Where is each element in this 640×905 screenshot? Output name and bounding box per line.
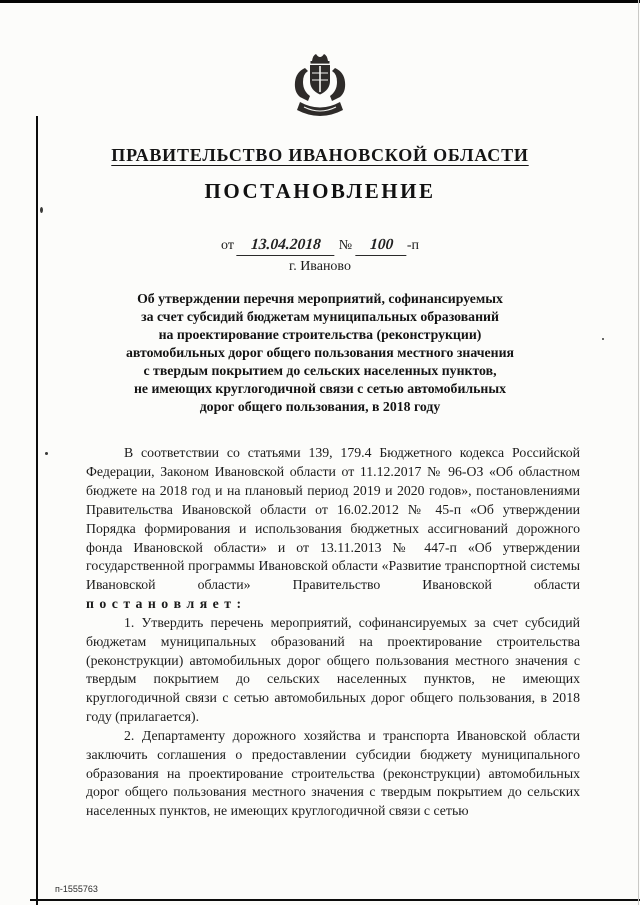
scan-speck — [45, 452, 48, 455]
scan-speck — [602, 338, 604, 340]
date-value: 13.04.2018 — [237, 236, 336, 256]
scan-edge-right — [638, 0, 639, 905]
doc-title-line: дорог общего пользования, в 2018 году — [199, 398, 441, 414]
number-value: 100 — [355, 236, 408, 256]
scan-edge-bottom — [30, 899, 640, 901]
doc-title-line: не имеющих круглогодичной связи с сетью автомобильных — [133, 380, 507, 396]
body-paragraph: 2. Департаменту дорожного хозяйства и транспорта Ивановской области заключить соглашения о предоставлении субсидии бюджету муниципального образования на проектирование строительства (реконструкции) автомобильных дорог общего пользования местного значения с твердым покрытием до сельских населенных пунктов, не имеющих круглогодичной связи с сетью — [86, 727, 580, 819]
doc-type: ПОСТАНОВЛЕНИЕ — [204, 179, 436, 203]
city-line: г. Иваново — [289, 259, 351, 274]
scan-speck — [40, 207, 43, 213]
scan-edge-top — [0, 0, 640, 3]
date-line — [0, 236, 640, 256]
footer-code: п-1555763 — [55, 884, 98, 894]
number-sign: № — [338, 238, 353, 253]
doc-title-line: Об утверждении перечня мероприятий, софинансируемых — [137, 291, 503, 306]
scan-edge-left — [36, 116, 38, 905]
doc-title-line: автомобильных дорог общего пользования местного значения — [125, 344, 514, 360]
doc-title-line: с твердым покрытием до сельских населенных пунктов, — [143, 362, 497, 378]
doc-title — [0, 290, 640, 415]
org-name: ПРАВИТЕЛЬСТВО ИВАНОВСКОЙ ОБЛАСТИ — [111, 145, 529, 165]
body-paragraph: 1. Утвердить перечень мероприятий, софинансируемых за счет субсидий бюджетам муниципальных образований на проектирование строительства (реконструкции) автомобильных дорог общего пользования местного значения с твердым покрытием до сельских населенных пунктов, не имеющих круглогодичной связи с сетью автомобильных дорог общего пользования, в 2018 году (прилагается). — [86, 614, 580, 725]
paragraph-text: В соответствии со статьями 139, 179.4 Бюджетного кодекса Российской Федерации, Законом Ивановской области от 11.12.2017 № 96-ОЗ «Об областном бюджете на 2018 год и на плановый период 2019 и 2020 годов», постановлениями Правительства Ивановской области от 16.02.2012 № 45-п «Об утверждении Порядка формирования и использования бюджетных ассигнований дорожного фонда Ивановской области» и от 13.11.2013 № 447-п «Об утверждении государственной программы Ивановской области «Развитие транспортной системы Ивановской области» Правительство Ивановской области — [86, 445, 580, 593]
resolves-word: п о с т а н о в л я е т : — [86, 596, 243, 612]
coat-of-arms-icon — [291, 52, 349, 125]
body-paragraph — [86, 444, 580, 613]
doc-title-line: за счет субсидий бюджетам муниципальных образований — [141, 308, 499, 324]
number-suffix: -п — [406, 238, 419, 253]
date-prefix: от — [221, 238, 234, 253]
document-body — [86, 444, 580, 821]
doc-title-line: на проектирование строительства (реконструкции) — [158, 326, 482, 342]
